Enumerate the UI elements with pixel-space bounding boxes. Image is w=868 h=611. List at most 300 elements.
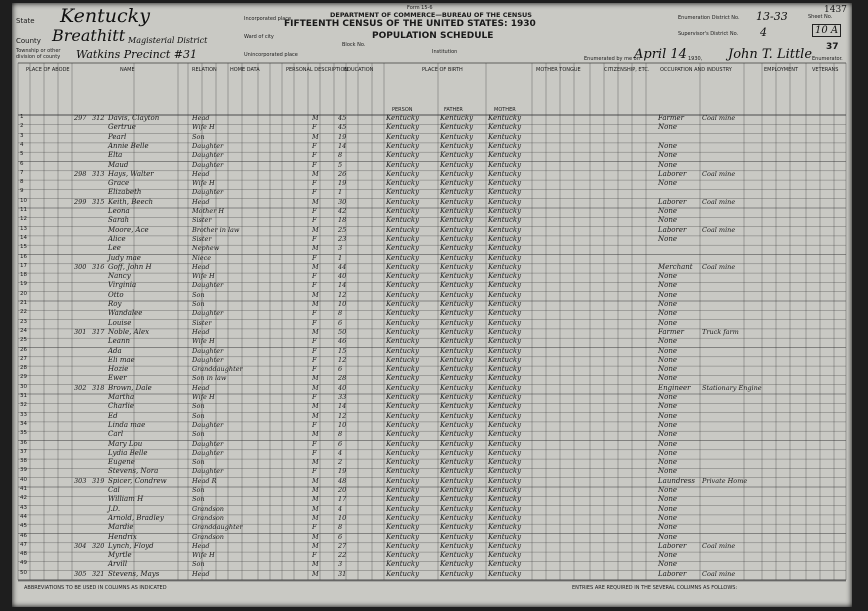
sex: M — [312, 132, 319, 141]
birthplace-person: Kentucky — [386, 272, 420, 281]
birthplace-father: Kentucky — [440, 169, 474, 178]
birthplace-mother: Kentucky — [488, 114, 522, 122]
dwelling-number: 300 — [74, 262, 87, 271]
state-value: Kentucky — [60, 5, 150, 27]
occupation: None — [658, 504, 677, 513]
birthplace-mother: Kentucky — [488, 318, 522, 327]
birthplace-person: Kentucky — [386, 355, 420, 364]
row-number: 19 — [20, 281, 27, 288]
birthplace-person: Kentucky — [386, 262, 420, 271]
age: 25 — [338, 225, 347, 234]
birthplace-father: Kentucky — [440, 281, 474, 290]
sheet-label: Sheet No. — [808, 14, 833, 20]
section-education: EDUCATION — [344, 67, 374, 73]
relation: Son in law — [192, 374, 227, 383]
township-value: Watkins Precinct #31 — [76, 48, 197, 61]
birthplace-mother: Kentucky — [488, 290, 522, 299]
birthplace-person: Kentucky — [386, 411, 420, 420]
industry: Truck farm — [702, 327, 739, 336]
birthplace-father: Kentucky — [440, 420, 474, 429]
industry: Private Home — [702, 476, 748, 485]
person-name: William H — [108, 495, 144, 504]
relation: Head — [192, 541, 210, 550]
age: 20 — [338, 486, 347, 494]
birthplace-person: Kentucky — [386, 532, 420, 541]
sheet-value: 10 A — [812, 24, 841, 37]
birthplace-father: Kentucky — [440, 346, 474, 355]
age: 3 — [338, 560, 343, 569]
person-name: Spicer, Condrew — [108, 476, 167, 485]
family-number: 317 — [92, 327, 105, 336]
sex: M — [312, 495, 319, 504]
row-number: 46 — [20, 532, 27, 539]
birthplace-father: Kentucky — [440, 393, 474, 401]
sex: F — [312, 337, 317, 346]
birthplace-father: Kentucky — [440, 132, 474, 141]
sex: M — [312, 114, 319, 122]
birthplace-father: Kentucky — [440, 197, 474, 206]
occupation: None — [658, 430, 677, 439]
occupation: Farmer — [658, 327, 685, 336]
industry: Stationary Engine — [702, 383, 762, 392]
birthplace-father: Kentucky — [440, 495, 474, 504]
occupation: None — [658, 216, 677, 225]
birthplace-person: Kentucky — [386, 114, 420, 122]
relation: Daughter — [192, 141, 224, 150]
birthplace-father: Kentucky — [440, 290, 474, 299]
birthplace-person: Kentucky — [386, 458, 420, 467]
relation: Head — [192, 262, 210, 271]
occupation: None — [658, 420, 677, 429]
birthplace-father: Kentucky — [440, 541, 474, 550]
birthplace-person: Kentucky — [386, 290, 420, 299]
relation: Daughter — [192, 355, 224, 364]
dwelling-number: 304 — [74, 541, 87, 550]
family-number: 315 — [92, 197, 105, 206]
birthplace-person: Kentucky — [386, 365, 420, 374]
birthplace-person: Kentucky — [386, 439, 420, 448]
birthplace-mother: Kentucky — [488, 365, 522, 374]
person-name: Judy mae — [108, 253, 141, 262]
row-number: 35 — [20, 430, 27, 437]
birthplace-person: Kentucky — [386, 383, 420, 392]
relation: Wife H — [192, 123, 215, 132]
relation: Son — [192, 486, 205, 494]
row-number: 2 — [20, 123, 24, 130]
department-heading: DEPARTMENT OF COMMERCE—BUREAU OF THE CENSUS — [330, 11, 532, 19]
birthplace-person: Kentucky — [386, 225, 420, 234]
birthplace-father: Kentucky — [440, 309, 474, 318]
age: 8 — [338, 151, 343, 160]
person-name: Roy — [108, 300, 122, 308]
dwelling-number: 299 — [74, 197, 87, 206]
row-number: 7 — [20, 169, 24, 176]
birthplace-person: Kentucky — [386, 374, 420, 383]
row-number: 3 — [20, 132, 24, 139]
birthplace-father: Kentucky — [440, 448, 474, 457]
birthplace-mother: Kentucky — [488, 420, 522, 429]
birthplace-father: Kentucky — [440, 560, 474, 569]
relation: Daughter — [192, 151, 224, 160]
birthplace-person: Kentucky — [386, 569, 420, 578]
section-name: NAME — [120, 67, 135, 73]
birthplace-father: Kentucky — [440, 123, 474, 132]
person-name: Carl — [108, 430, 124, 439]
birthplace-person: Kentucky — [386, 207, 420, 215]
person-name: Linda mae — [108, 420, 146, 429]
birthplace-father: Kentucky — [440, 430, 474, 439]
unincorporated-label: Unincorporated place — [244, 52, 298, 58]
person-name: Eugene — [108, 458, 135, 467]
occupation: None — [658, 141, 677, 150]
age: 26 — [338, 169, 347, 178]
dwelling-number: 298 — [74, 169, 87, 178]
relation: Daughter — [192, 309, 224, 318]
birthplace-father: Kentucky — [440, 141, 474, 150]
occupation: Laborer — [658, 169, 687, 178]
person-name: Mardie — [108, 523, 134, 532]
age: 8 — [338, 430, 343, 439]
birthplace-father: Kentucky — [440, 234, 474, 243]
birthplace-mother: Kentucky — [488, 569, 522, 578]
relation: Head — [192, 383, 210, 392]
row-number: 5 — [20, 151, 24, 158]
birthplace-father: Kentucky — [440, 476, 474, 485]
corner-number: 37 — [826, 42, 839, 52]
relation: Daughter — [192, 160, 224, 169]
occupation: None — [658, 467, 677, 476]
birthplace-mother: Kentucky — [488, 523, 522, 532]
relation: Wife H — [192, 337, 215, 346]
sex: F — [312, 420, 317, 429]
birthplace-person: Kentucky — [386, 430, 420, 439]
relation: Daughter — [192, 448, 224, 457]
birthplace-mother: Kentucky — [488, 346, 522, 355]
relation: Head — [192, 569, 210, 578]
birthplace-father: Kentucky — [440, 207, 474, 215]
relation: Brother in law — [192, 225, 240, 234]
person-name: Lynch, Floyd — [108, 541, 154, 550]
sex: F — [312, 272, 317, 281]
age: 4 — [338, 504, 343, 513]
birthplace-mother: Kentucky — [488, 169, 522, 178]
occupation: None — [658, 290, 677, 299]
row-number: 13 — [20, 225, 27, 232]
age: 31 — [338, 569, 347, 578]
person-name: Louise — [108, 318, 132, 327]
occupation: Merchant — [658, 262, 693, 271]
age: 12 — [338, 290, 347, 299]
row-number: 11 — [20, 207, 27, 213]
occupation: Laborer — [658, 541, 687, 550]
age: 10 — [338, 420, 347, 429]
birthplace-mother: Kentucky — [488, 234, 522, 243]
footer-entries: ENTRIES ARE REQUIRED IN THE SEVERAL COLUMNS AS FOLLOWS: — [572, 585, 738, 591]
person-name: Elta — [108, 151, 123, 160]
row-number: 27 — [20, 355, 27, 362]
section-home-data: HOME DATA — [230, 67, 260, 73]
age: 19 — [338, 179, 347, 188]
sex: F — [312, 123, 317, 132]
birthplace-mother: Kentucky — [488, 272, 522, 281]
row-number: 14 — [20, 234, 27, 241]
supervisor-district-label: Supervisor's District No. — [678, 31, 739, 37]
sex: F — [312, 355, 317, 364]
row-number: 17 — [20, 262, 27, 269]
birthplace-father: Kentucky — [440, 160, 474, 169]
birthplace-mother: Kentucky — [488, 262, 522, 271]
age: 6 — [338, 365, 343, 374]
census-title: FIFTEENTH CENSUS OF THE UNITED STATES: 1930 — [284, 19, 536, 29]
birthplace-mother: Kentucky — [488, 216, 522, 225]
sex: M — [312, 290, 319, 299]
enumerator-title: Enumerator. — [812, 56, 843, 62]
birthplace-father: Kentucky — [440, 318, 474, 327]
relation: Daughter — [192, 346, 224, 355]
age: 48 — [338, 476, 347, 485]
relation: Grandson — [192, 532, 224, 541]
section-personal-description: PERSONAL DESCRIPTION — [286, 67, 349, 73]
birthplace-mother: Kentucky — [488, 244, 522, 253]
sex: M — [312, 197, 319, 206]
birthplace-person: Kentucky — [386, 253, 420, 262]
sex: M — [312, 300, 319, 308]
age: 18 — [338, 216, 347, 225]
birthplace-mother: Kentucky — [488, 560, 522, 569]
birthplace-person: Kentucky — [386, 327, 420, 336]
person-name: Mary Lou — [108, 439, 143, 448]
birthplace-mother: Kentucky — [488, 141, 522, 150]
birthplace-person: Kentucky — [386, 281, 420, 290]
relation: Head R — [192, 476, 217, 485]
birthplace-mother: Kentucky — [488, 383, 522, 392]
institution-label: Institution — [432, 49, 458, 55]
age: 22 — [338, 551, 347, 560]
birthplace-mother: Kentucky — [488, 504, 522, 513]
relation: Son — [192, 402, 205, 411]
dwelling-number: 305 — [74, 569, 87, 578]
dwelling-number: 297 — [74, 114, 87, 122]
birth-header-person: PERSON — [392, 107, 413, 113]
birthplace-mother: Kentucky — [488, 439, 522, 448]
person-name: Charlie — [108, 402, 135, 411]
ward-label: Ward of city — [244, 34, 274, 40]
row-number: 4 — [20, 141, 24, 148]
enumeration-district-value: 13-33 — [756, 10, 788, 23]
age: 5 — [338, 160, 343, 169]
enumerated-label: Enumerated by me on — [584, 56, 640, 62]
row-number: 43 — [20, 504, 27, 511]
row-number: 48 — [20, 551, 27, 558]
sex: F — [312, 160, 317, 169]
section-occupation: OCCUPATION AND INDUSTRY — [660, 67, 732, 73]
birthplace-father: Kentucky — [440, 513, 474, 522]
person-name: Elizabeth — [108, 188, 142, 197]
state-label: State — [16, 17, 35, 25]
occupation: Laborer — [658, 225, 687, 234]
dwelling-number: 303 — [74, 476, 87, 485]
birthplace-father: Kentucky — [440, 225, 474, 234]
person-name: Otto — [108, 290, 124, 299]
row-number: 8 — [20, 179, 24, 186]
person-name: Virginia — [108, 281, 137, 290]
sex: M — [312, 569, 319, 578]
birthplace-mother: Kentucky — [488, 188, 522, 197]
section-veterans: VETERANS — [812, 67, 839, 73]
age: 44 — [338, 262, 347, 271]
age: 12 — [338, 355, 347, 364]
sex: F — [312, 448, 317, 457]
corner-tag: 1437 — [824, 5, 847, 15]
person-name: Annie Belle — [108, 141, 149, 150]
family-number: 321 — [92, 569, 105, 578]
block-label: Block No. — [342, 42, 366, 48]
sex: F — [312, 309, 317, 318]
birthplace-mother: Kentucky — [488, 411, 522, 420]
birthplace-mother: Kentucky — [488, 225, 522, 234]
relation: Nephew — [192, 244, 220, 253]
age: 40 — [338, 272, 347, 281]
relation: Sister — [192, 234, 212, 243]
birthplace-father: Kentucky — [440, 374, 474, 383]
person-name: J.D. — [108, 504, 121, 513]
age: 17 — [338, 495, 347, 504]
relation: Head — [192, 169, 210, 178]
birthplace-father: Kentucky — [440, 402, 474, 411]
person-name: Stevens, Nora — [108, 467, 159, 476]
sex: F — [312, 151, 317, 160]
birthplace-mother: Kentucky — [488, 448, 522, 457]
person-name: Hozie — [108, 365, 129, 374]
birthplace-person: Kentucky — [386, 244, 420, 253]
birthplace-mother: Kentucky — [488, 393, 522, 401]
relation: Son — [192, 132, 205, 141]
sex: F — [312, 179, 317, 188]
sex: M — [312, 244, 319, 253]
birthplace-father: Kentucky — [440, 411, 474, 420]
person-name: Wandalee — [108, 309, 143, 318]
supervisor-district-value: 4 — [760, 26, 767, 39]
relation: Wife H — [192, 393, 215, 401]
age: 10 — [338, 513, 347, 522]
age: 14 — [338, 281, 347, 290]
row-number: 24 — [20, 327, 27, 334]
person-name: Maud — [108, 160, 129, 169]
relation: Son — [192, 495, 205, 504]
person-name: Cal — [108, 486, 120, 494]
row-number: 6 — [20, 160, 24, 167]
row-number: 49 — [20, 560, 27, 567]
age: 14 — [338, 141, 347, 150]
sex: F — [312, 318, 317, 327]
birthplace-person: Kentucky — [386, 123, 420, 132]
age: 30 — [338, 197, 347, 206]
person-name: Brown, Dale — [108, 383, 152, 392]
relation: Head — [192, 114, 210, 122]
sex: M — [312, 402, 319, 411]
age: 14 — [338, 402, 347, 411]
age: 50 — [338, 327, 347, 336]
occupation: Laborer — [658, 569, 687, 578]
occupation: None — [658, 374, 677, 383]
industry: Coal mine — [702, 225, 736, 234]
birthplace-father: Kentucky — [440, 383, 474, 392]
birthplace-person: Kentucky — [386, 476, 420, 485]
sex: F — [312, 393, 317, 401]
birthplace-mother: Kentucky — [488, 179, 522, 188]
age: 1 — [338, 253, 343, 262]
sex: F — [312, 253, 317, 262]
birthplace-father: Kentucky — [440, 532, 474, 541]
age: 10 — [338, 300, 347, 308]
birthplace-father: Kentucky — [440, 272, 474, 281]
age: 28 — [338, 374, 347, 383]
birthplace-mother: Kentucky — [488, 458, 522, 467]
sex: M — [312, 169, 319, 178]
relation: Granddaughter — [192, 365, 243, 374]
birthplace-father: Kentucky — [440, 486, 474, 494]
district-note: Magisterial District — [128, 36, 208, 45]
occupation: None — [658, 523, 677, 532]
sex: F — [312, 216, 317, 225]
occupation: Farmer — [658, 114, 685, 122]
sex: F — [312, 551, 317, 560]
row-number: 25 — [20, 337, 27, 344]
birthplace-person: Kentucky — [386, 216, 420, 225]
birthplace-person: Kentucky — [386, 467, 420, 476]
occupation: Laundress — [658, 476, 695, 485]
person-name: Lee — [108, 244, 121, 253]
relation: Son — [192, 430, 205, 439]
occupation: None — [658, 207, 677, 215]
occupation: None — [658, 123, 677, 132]
industry: Coal mine — [702, 569, 736, 578]
birthplace-person: Kentucky — [386, 234, 420, 243]
census-sheet — [12, 3, 852, 607]
age: 6 — [338, 439, 343, 448]
sex: M — [312, 486, 319, 494]
person-name: Arvill — [108, 560, 128, 569]
county-value: Breathitt — [52, 26, 126, 45]
occupation: None — [658, 318, 677, 327]
industry: Coal mine — [702, 114, 736, 122]
birthplace-mother: Kentucky — [488, 123, 522, 132]
row-number: 1 — [20, 114, 24, 120]
occupation: None — [658, 458, 677, 467]
occupation: None — [658, 365, 677, 374]
birthplace-person: Kentucky — [386, 541, 420, 550]
row-number: 29 — [20, 374, 27, 381]
occupation: None — [658, 281, 677, 290]
birthplace-mother: Kentucky — [488, 467, 522, 476]
enumeration-district-label: Enumeration District No. — [678, 15, 740, 21]
person-name: Alice — [108, 234, 126, 243]
schedule-title: POPULATION SCHEDULE — [372, 31, 494, 41]
birthplace-person: Kentucky — [386, 160, 420, 169]
sex: F — [312, 523, 317, 532]
person-name: Keith, Beech — [108, 197, 154, 206]
age: 46 — [338, 337, 347, 346]
birthplace-father: Kentucky — [440, 439, 474, 448]
relation: Niece — [192, 253, 212, 262]
occupation: None — [658, 402, 677, 411]
age: 19 — [338, 132, 347, 141]
birthplace-father: Kentucky — [440, 262, 474, 271]
row-number: 40 — [20, 476, 27, 483]
relation: Wife H — [192, 551, 215, 560]
age: 8 — [338, 309, 343, 318]
birthplace-mother: Kentucky — [488, 300, 522, 308]
